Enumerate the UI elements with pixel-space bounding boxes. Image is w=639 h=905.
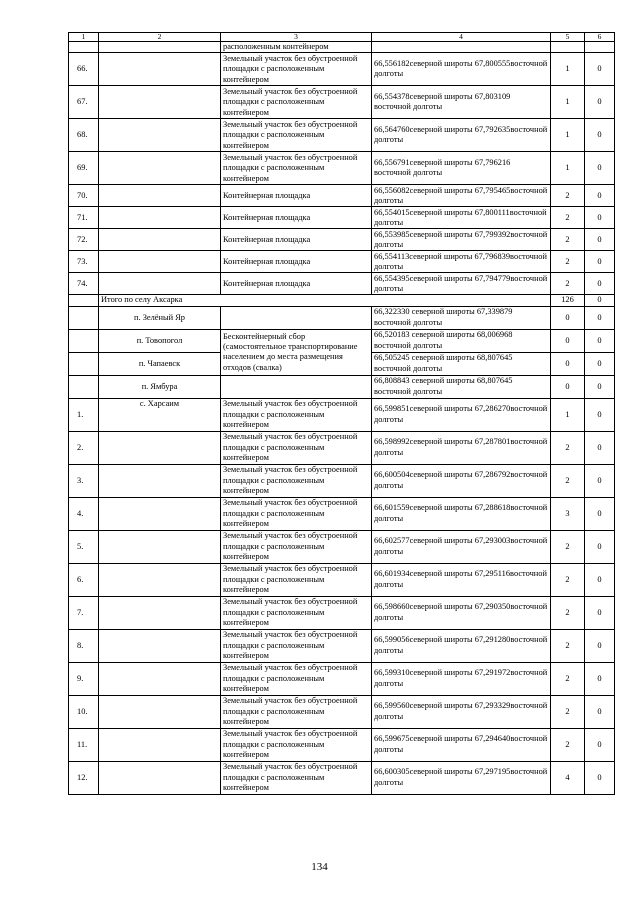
container-count: 2 (551, 563, 585, 596)
column-6-value: 0 (585, 375, 615, 398)
site-type: Земельный участок без обустроенной площадки с расположенным контейнером (221, 431, 372, 464)
settlement-cell (99, 119, 221, 152)
settlement-cell (99, 207, 221, 229)
site-type: Земельный участок без обустроенной площадки с расположенным контейнером (221, 629, 372, 662)
row-number: 8. (69, 629, 99, 662)
container-count: 3 (551, 497, 585, 530)
container-count: 2 (551, 662, 585, 695)
site-coordinates: 66,600305северной широты 67,297195восточной долготы (372, 761, 551, 794)
settlement-cell (99, 629, 221, 662)
table-row (69, 152, 615, 185)
settlement-cell (99, 152, 221, 185)
column-6-value: 0 (585, 207, 615, 229)
table-row (69, 431, 615, 464)
row-number (69, 375, 99, 398)
continuation-row (69, 42, 615, 53)
row-number: 74. (69, 273, 99, 295)
container-count: 2 (551, 629, 585, 662)
settlement-cell (99, 251, 221, 273)
column-6-value: 0 (585, 119, 615, 152)
row-number: 73. (69, 251, 99, 273)
settlement-cell (99, 596, 221, 629)
row-number: 9. (69, 662, 99, 695)
settlement-cell (99, 761, 221, 794)
settlement-cell (99, 497, 221, 530)
column-6-value: 0 (585, 352, 615, 375)
container-count: 1 (551, 152, 585, 185)
table-row (69, 563, 615, 596)
site-type: Земельный участок без обустроенной площадки с расположенным контейнером (221, 152, 372, 185)
container-count: 2 (551, 728, 585, 761)
container-count: 0 (551, 329, 585, 352)
site-coordinates: 66,598660северной широты 67,290350восточной долготы (372, 596, 551, 629)
container-count: 1 (551, 86, 585, 119)
site-coordinates: 66,601559северной широты 67,288618восточной долготы (372, 497, 551, 530)
column-6-value: 0 (585, 497, 615, 530)
column-6-value: 0 (585, 152, 615, 185)
table-row (69, 497, 615, 530)
site-type: Контейнерная площадка (221, 185, 372, 207)
settlement-name: п. Чапаевск (99, 352, 221, 375)
container-count: 0 (551, 375, 585, 398)
row-number: 66. (69, 53, 99, 86)
table-row (69, 119, 615, 152)
row-number: 3. (69, 464, 99, 497)
total-count: 126 (551, 295, 585, 306)
column-6-value: 0 (585, 185, 615, 207)
settlement-name: п. Товопогол (99, 329, 221, 352)
row-number: 12. (69, 761, 99, 794)
column-6-value: 0 (585, 596, 615, 629)
column-6-value: 0 (585, 629, 615, 662)
site-coordinates: 66,601934северной широты 67,295116восточной долготы (372, 563, 551, 596)
row-number: 7. (69, 596, 99, 629)
settlement-cell (99, 563, 221, 596)
site-coordinates: 66,554378северной широты 67,803109 восточной долготы (372, 86, 551, 119)
settlement-row (69, 306, 615, 329)
site-coordinates: 66,564760северной широты 67,792635восточной долготы (372, 119, 551, 152)
row-number (69, 329, 99, 352)
settlement-cell (99, 86, 221, 119)
site-coordinates: 66,599851северной широты 67,286270восточной долготы (372, 398, 551, 431)
settlement-cell (99, 464, 221, 497)
settlement-cell (99, 185, 221, 207)
total-row (69, 295, 615, 306)
row-number (69, 352, 99, 375)
settlement-coordinates: 66,505245 северной широты 68,807645 восточной долготы (372, 352, 551, 375)
site-type: Контейнерная площадка (221, 229, 372, 251)
settlement-name: п. Зелёный Яр (99, 306, 221, 329)
container-count: 4 (551, 761, 585, 794)
column-6-value: 0 (585, 251, 615, 273)
container-count: 0 (551, 352, 585, 375)
col-header-5: 5 (551, 33, 585, 42)
section-label: с. Харсаим (99, 398, 221, 431)
continuation-text: расположенным контейнером (221, 42, 372, 53)
column-6-value: 0 (585, 662, 615, 695)
total-extra: 0 (585, 295, 615, 306)
table-row (69, 398, 615, 431)
table-row (69, 251, 615, 273)
column-6-value: 0 (585, 53, 615, 86)
site-type: Земельный участок без обустроенной площадки с расположенным контейнером (221, 596, 372, 629)
table-row (69, 207, 615, 229)
settlement-name: п. Ямбура (99, 375, 221, 398)
container-count: 2 (551, 431, 585, 464)
site-coordinates: 66,599056северной широты 67,291280восточной долготы (372, 629, 551, 662)
column-number-header-row (69, 33, 615, 42)
column-6-value: 0 (585, 306, 615, 329)
page-number: 134 (311, 861, 328, 873)
container-count: 2 (551, 695, 585, 728)
settlement-coordinates: 66,520183 северной широты 68,006968 восточной долготы (372, 329, 551, 352)
column-6-value: 0 (585, 273, 615, 295)
table-body (69, 33, 615, 795)
site-type: Контейнерная площадка (221, 273, 372, 295)
site-type: Земельный участок без обустроенной площадки с расположенным контейнером (221, 86, 372, 119)
container-count: 2 (551, 185, 585, 207)
table-row (69, 53, 615, 86)
column-6-value: 0 (585, 86, 615, 119)
container-count: 2 (551, 229, 585, 251)
settlement-cell (99, 431, 221, 464)
row-number: 72. (69, 229, 99, 251)
container-count: 2 (551, 273, 585, 295)
site-type: Земельный участок без обустроенной площадки с расположенным контейнером (221, 662, 372, 695)
column-6-value: 0 (585, 431, 615, 464)
column-6-value: 0 (585, 695, 615, 728)
settlement-cell (99, 273, 221, 295)
site-type: Контейнерная площадка (221, 251, 372, 273)
site-coordinates: 66,599675северной широты 67,294640восточной долготы (372, 728, 551, 761)
site-coordinates: 66,599560северной широты 67,293329восточной долготы (372, 695, 551, 728)
site-type: Земельный участок без обустроенной площадки с расположенным контейнером (221, 497, 372, 530)
site-coordinates: 66,554113северной широты 67,796839восточной долготы (372, 251, 551, 273)
table-row (69, 695, 615, 728)
settlement-cell (99, 530, 221, 563)
settlement-cell (99, 662, 221, 695)
waste-sites-table (68, 32, 615, 795)
container-count: 1 (551, 398, 585, 431)
container-count: 0 (551, 306, 585, 329)
site-coordinates: 66,553985северной широты 67,799392восточной долготы (372, 229, 551, 251)
settlement-row (69, 375, 615, 398)
col-header-4: 4 (372, 33, 551, 42)
site-coordinates: 66,556791северной широты 67,796216 восточной долготы (372, 152, 551, 185)
site-coordinates: 66,602577северной широты 67,293003восточной долготы (372, 530, 551, 563)
container-count: 1 (551, 53, 585, 86)
site-type: Земельный участок без обустроенной площадки с расположенным контейнером (221, 530, 372, 563)
collection-note: Бесконтейнерный сбор (самостоятельное транспортирование населением до места размещения отходов (свалка) (221, 329, 372, 375)
row-number: 1. (69, 398, 99, 431)
site-type: Земельный участок без обустроенной площадки с расположенным контейнером (221, 398, 372, 431)
container-count: 2 (551, 464, 585, 497)
site-coordinates: 66,600504северной широты 67,286792восточной долготы (372, 464, 551, 497)
table-row (69, 596, 615, 629)
row-number: 6. (69, 563, 99, 596)
table-row (69, 728, 615, 761)
settlement-cell (99, 229, 221, 251)
column-6-value: 0 (585, 761, 615, 794)
table-row (69, 229, 615, 251)
row-number: 2. (69, 431, 99, 464)
column-6-value: 0 (585, 229, 615, 251)
row-number: 10. (69, 695, 99, 728)
site-type: Контейнерная площадка (221, 207, 372, 229)
site-type: Земельный участок без обустроенной площадки с расположенным контейнером (221, 464, 372, 497)
row-number: 69. (69, 152, 99, 185)
blank-type-cell (221, 306, 372, 329)
table-row (69, 185, 615, 207)
container-count: 2 (551, 251, 585, 273)
col-header-3: 3 (221, 33, 372, 42)
container-count: 2 (551, 207, 585, 229)
container-count: 2 (551, 596, 585, 629)
col-header-2: 2 (99, 33, 221, 42)
row-number: 71. (69, 207, 99, 229)
column-6-value: 0 (585, 563, 615, 596)
site-type: Земельный участок без обустроенной площадки с расположенным контейнером (221, 695, 372, 728)
settlement-row (69, 329, 615, 352)
table-row (69, 629, 615, 662)
site-type: Земельный участок без обустроенной площадки с расположенным контейнером (221, 728, 372, 761)
row-number: 11. (69, 728, 99, 761)
site-coordinates: 66,556082северной широты 67,795465восточной долготы (372, 185, 551, 207)
site-coordinates: 66,554015северной широты 67,800111восточной долготы (372, 207, 551, 229)
table-row (69, 464, 615, 497)
site-type: Земельный участок без обустроенной площадки с расположенным контейнером (221, 563, 372, 596)
table-row (69, 530, 615, 563)
column-6-value: 0 (585, 530, 615, 563)
col-header-1: 1 (69, 33, 99, 42)
row-number: 70. (69, 185, 99, 207)
settlement-cell (99, 695, 221, 728)
container-count: 1 (551, 119, 585, 152)
site-coordinates: 66,554395северной широты 67,794779восточной долготы (372, 273, 551, 295)
blank-type-cell (221, 375, 372, 398)
table-row (69, 761, 615, 794)
site-type: Земельный участок без обустроенной площадки с расположенным контейнером (221, 119, 372, 152)
site-coordinates: 66,556182северной широты 67,800555восточной долготы (372, 53, 551, 86)
site-coordinates: 66,598992северной широты 67,287801восточной долготы (372, 431, 551, 464)
site-type: Земельный участок без обустроенной площадки с расположенным контейнером (221, 53, 372, 86)
row-number: 4. (69, 497, 99, 530)
settlement-coordinates: 66,808843 северной широты 68,807645 восточной долготы (372, 375, 551, 398)
column-6-value: 0 (585, 398, 615, 431)
column-6-value: 0 (585, 728, 615, 761)
row-number: 5. (69, 530, 99, 563)
table-row (69, 662, 615, 695)
site-coordinates: 66,599310северной широты 67,291972восточной долготы (372, 662, 551, 695)
container-count: 2 (551, 530, 585, 563)
row-number: 68. (69, 119, 99, 152)
row-number: 67. (69, 86, 99, 119)
row-number (69, 306, 99, 329)
column-6-value: 0 (585, 464, 615, 497)
table-row (69, 273, 615, 295)
settlement-cell (99, 53, 221, 86)
site-type: Земельный участок без обустроенной площадки с расположенным контейнером (221, 761, 372, 794)
settlement-coordinates: 66,322330 северной широты 67,339879 восточной долготы (372, 306, 551, 329)
column-6-value: 0 (585, 329, 615, 352)
col-header-6: 6 (585, 33, 615, 42)
settlement-cell (99, 728, 221, 761)
table-row (69, 86, 615, 119)
total-label: Итого по селу Аксарка (99, 295, 551, 306)
